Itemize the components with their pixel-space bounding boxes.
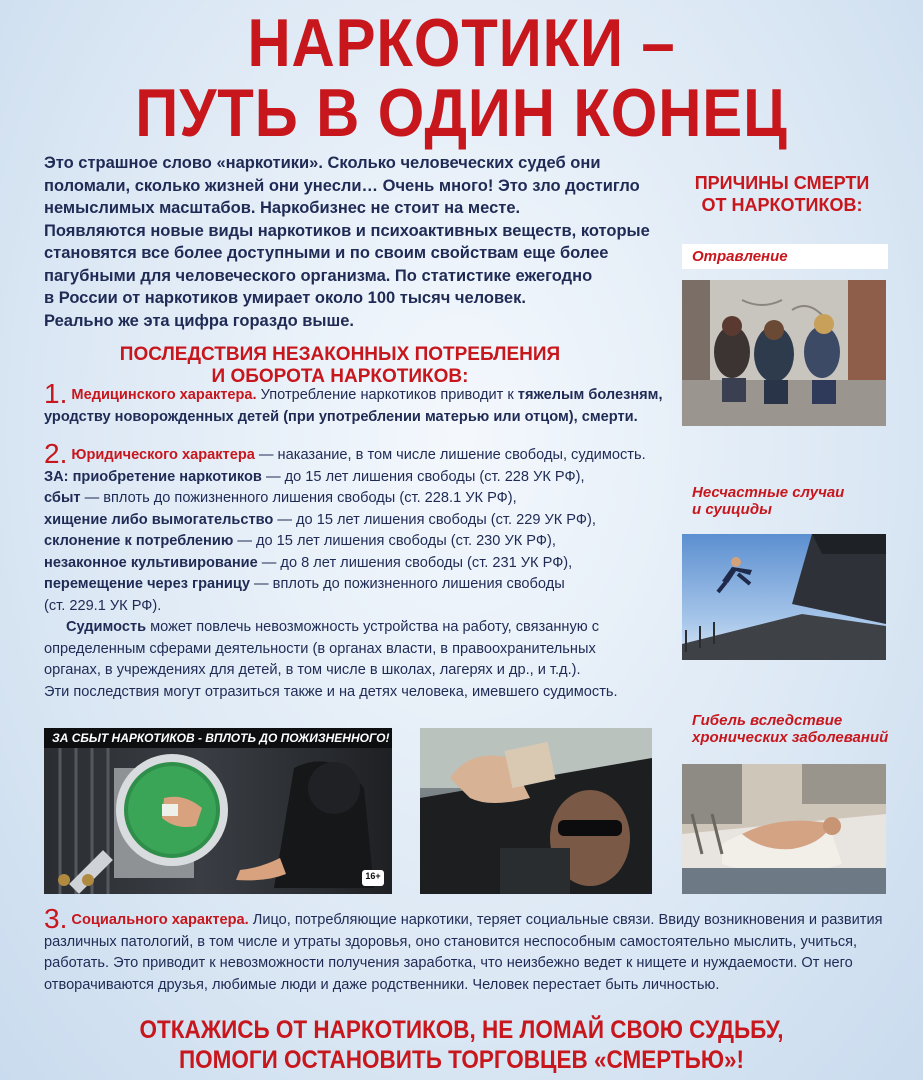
legal-item: [44, 553, 674, 575]
poisoning-illustration: [682, 280, 886, 426]
section-number: 2.: [44, 438, 68, 469]
cause-diseases-label: [682, 712, 898, 746]
conviction-line-1: [44, 617, 674, 639]
legal-section: [44, 438, 674, 703]
cause-label-text: Несчастные случаи: [692, 484, 845, 501]
legal-term: склонение к потреблению: [44, 533, 234, 549]
conviction-text: может повлечь невозможность устройства на работу, связанную с: [146, 619, 600, 635]
medical-bold: тяжелым болезням,: [517, 387, 663, 403]
cause-accidents-label: [682, 484, 898, 518]
legal-text: — вплоть до пожизненного лишения свободы: [249, 576, 565, 592]
section-kind: Юридического характера: [71, 447, 255, 463]
social-text: Лицо, потребляющие наркотики, теряет социальные связи. Ввиду возникновения и развития: [248, 912, 883, 928]
consequences-heading: [60, 344, 620, 388]
intro-line: пагубными для человеческого организма. По статистике ежегодно: [44, 266, 593, 285]
legal-text: — до 15 лет лишения свободы (ст. 229 УК РФ),: [273, 511, 596, 528]
accidents-illustration: [682, 534, 886, 660]
medical-section: [44, 378, 674, 428]
intro-line: становятся все более доступными и по своим свойствам еще более: [44, 244, 609, 262]
social-section: [44, 903, 904, 996]
title-line-2: ПУТЬ В ОДИН КОНЕЦ: [135, 75, 788, 151]
legal-intro: — наказание, в том числе лишение свободы, судимость.: [254, 447, 646, 463]
legal-item: [44, 467, 674, 489]
intro-line: Это страшное слово «наркотики». Сколько человеческих судеб они: [44, 154, 601, 172]
dealer-photo: [420, 728, 652, 894]
legal-term: сбыт: [44, 490, 81, 506]
legal-text: — до 15 лет лишения свободы (ст. 230 УК РФ),: [233, 533, 556, 549]
cause-poisoning-label: [682, 244, 888, 269]
social-line: работать. Это приводит к невозможности получения заработка, что неизбежно ведет к нищете и нуждаемости. От него: [44, 955, 853, 971]
conviction-term: Судимость: [66, 619, 147, 635]
medical-line-1: [44, 378, 674, 409]
consequences-heading-line-1: ПОСЛЕДСТВИЯ НЕЗАКОННЫХ ПОТРЕБЛЕНИЯ: [119, 344, 561, 365]
legal-term: перемещение через границу: [44, 576, 250, 592]
section-number: 1.: [44, 378, 68, 409]
legal-term: ЗА: приобретение наркотиков: [44, 468, 262, 485]
legal-text: — вплоть до пожизненного лишения свободы (ст. 228.1 УК РФ),: [80, 490, 517, 506]
conviction-line: Эти последствия могут отразиться также и на детях человека, имевшего судимость.: [44, 683, 618, 700]
consequences-heading-line-2: И ОБОРОТА НАРКОТИКОВ:: [211, 366, 469, 387]
poster-title: [55, 5, 867, 151]
drug-sale-banner: [44, 728, 392, 894]
banner-text: ЗА СБЫТ НАРКОТИКОВ - ВПЛОТЬ ДО ПОЖИЗНЕННОГО!: [52, 731, 390, 745]
diseases-illustration: [682, 764, 886, 894]
intro-line: Появляются новые виды наркотиков и психоактивных веществ, которые: [44, 221, 650, 240]
death-causes-heading-line-1: ПРИЧИНЫ СМЕРТИ: [694, 173, 870, 193]
death-causes-heading-line-2: ОТ НАРКОТИКОВ:: [701, 195, 863, 215]
section-number: 3.: [44, 903, 68, 934]
legal-last-line: (ст. 229.1 УК РФ).: [44, 597, 162, 614]
cause-label-text: хронических заболеваний: [692, 729, 889, 746]
intro-paragraph: [44, 152, 664, 332]
footer-slogan: [46, 1015, 877, 1075]
legal-item: [44, 488, 674, 510]
conviction-line: определенным сферами деятельности (в органах власти, в правоохранительных: [44, 640, 596, 657]
legal-item: [44, 574, 674, 596]
conviction-line: органах, в учреждениях для детей, в том числе в школах, лагерях и др., и т.д.).: [44, 662, 581, 678]
section-kind: Социального характера.: [71, 912, 249, 928]
footer-line-2: ПОМОГИ ОСТАНОВИТЬ ТОРГОВЦЕВ «СМЕРТЬЮ»!: [178, 1046, 745, 1074]
cause-label-text: Гибель вследствие: [692, 712, 843, 729]
cause-label-text: и суициды: [692, 501, 772, 518]
age-rating: 16+: [365, 871, 381, 881]
legal-line-1: [44, 438, 674, 469]
dealer-illustration: [420, 728, 652, 894]
intro-line: в России от наркотиков умирает около 100 тысяч человек.: [44, 289, 526, 307]
legal-term: незаконное культивирование: [44, 554, 258, 571]
social-line: различных патологий, в том числе и утраты здоровья, оно становится неспособным самостоятельно мыслить, учиться,: [44, 933, 858, 950]
legal-text: — до 15 лет лишения свободы (ст. 228 УК РФ),: [261, 468, 585, 485]
legal-text: — до 8 лет лишения свободы (ст. 231 УК РФ),: [257, 554, 573, 571]
diseases-photo: [682, 764, 886, 894]
medical-text: Употребление наркотиков приводит к: [256, 387, 518, 403]
cause-label-text: Отравление: [692, 248, 788, 265]
poisoning-photo: [682, 280, 886, 426]
footer-line-1: ОТКАЖИСЬ ОТ НАРКОТИКОВ, НЕ ЛОМАЙ СВОЮ СУДЬБУ,: [139, 1016, 784, 1044]
intro-line: поломали, сколько жизней они унесли… Очень много! Это зло достигло: [44, 176, 640, 195]
social-line-1: [44, 903, 904, 934]
social-line: отворачиваются друзья, любимые люди и даже родственники. Человек перестает быть личностью.: [44, 976, 720, 993]
legal-term: хищение либо вымогательство: [44, 511, 274, 528]
legal-item: [44, 510, 674, 532]
legal-item: [44, 531, 674, 553]
accidents-photo: [682, 534, 886, 660]
title-line-1: НАРКОТИКИ –: [247, 5, 676, 81]
section-kind: Медицинского характера.: [71, 387, 257, 403]
intro-line: немыслимых масштабов. Наркобизнес не стоит на месте.: [44, 199, 521, 217]
death-causes-heading: [682, 172, 882, 216]
banner-illustration: [44, 728, 392, 894]
intro-line: Реально же эта цифра гораздо выше.: [44, 311, 355, 330]
medical-line-2: уродству новорожденных детей (при употреблении матерью или отцом), смерти.: [44, 408, 638, 425]
